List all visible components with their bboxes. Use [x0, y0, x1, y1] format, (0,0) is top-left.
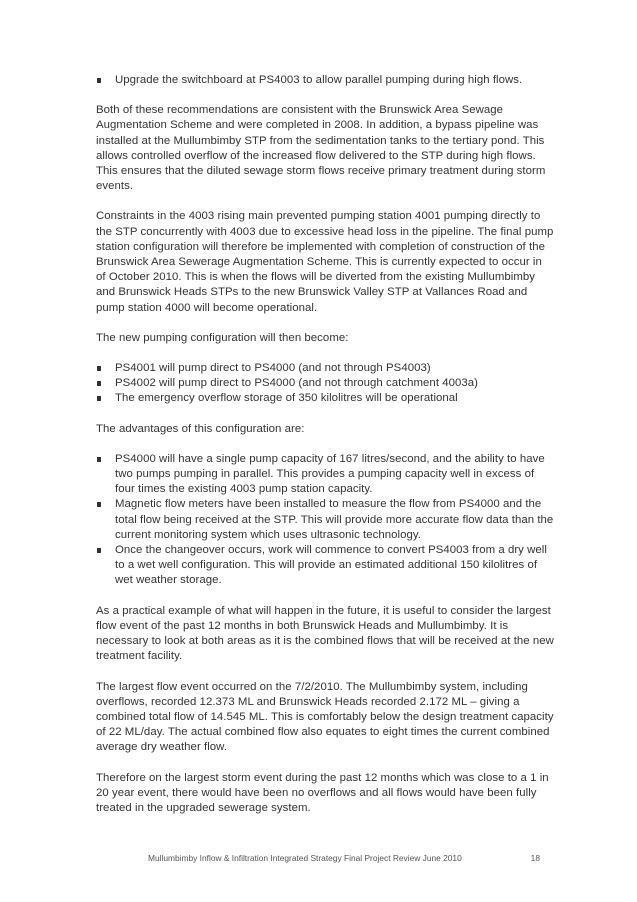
list-item: Once the changeover occurs, work will commence to convert PS4003 from a dry well to a wet well configuration. This will provide an estimated additional 150 kilolitres of wet weather storage. [96, 543, 554, 589]
paragraph-constraints: Constraints in the 4003 rising main prevented pumping station 4001 pumping directly to the STP concurrently with 4003 due to excessive head loss in the pipeline. The final pump station configuration will therefore be implemented with completion of construction of the Brunswick Area Sewerage Augmentation Scheme. This is currently expected to occur in of October 2010. This is when the flows will be diverted from the existing Mullumbimby and Brunswick Heads STPs to the new Brunswick Valley STP at Vallances Road and pump station 4000 will become operational. [96, 210, 554, 314]
advantages-bullet-list [96, 452, 554, 589]
footer-title: Mullumbimby Inflow & Infiltration Integrated Strategy Final Project Review June 2010 [148, 853, 462, 863]
paragraph-recommendations: Both of these recommendations are consistent with the Brunswick Area Sewage Augmentation Scheme and were completed in 2008. In addition, a bypass pipeline was installed at the Mullumbimby STP from the sedimentation tanks to the tertiary pond. This allows controlled overflow of the increased flow delivered to the STP during high flows. This ensures that the diluted sewage storm flows receive primary treatment during storm events. [96, 104, 546, 193]
page-content [96, 73, 554, 831]
paragraph-advantages-intro: The advantages of this configuration are: [96, 422, 305, 435]
list-item: PS4001 will pump direct to PS4000 (and not through PS4003) [96, 361, 554, 376]
list-item: PS4000 will have a single pump capacity of 167 litres/second, and the ability to have two pumps pumping in parallel. This provides a pumping capacity well in excess of four times the existing 4003 pump station capacity. [96, 452, 554, 498]
paragraph-new-configuration-intro: The new pumping configuration will then become: [96, 331, 349, 344]
list-item: Magnetic flow meters have been installed to measure the flow from PS4000 and the total flow being received at the STP. This will provide more accurate flow data than the current monitoring system which uses ultrasonic technology. [96, 497, 554, 543]
page-number: 18 [530, 853, 540, 863]
list-item: The emergency overflow storage of 350 kilolitres will be operational [96, 391, 554, 406]
paragraph-practical-example: As a practical example of what will happen in the future, it is useful to consider the largest flow event of the past 12 months in both Brunswick Heads and Mullumbimby. It is necessary to look at both areas as it is the combined flows that will be received at the new treatment facility. [96, 604, 554, 663]
intro-bullet-list [96, 73, 554, 88]
list-item: PS4002 will pump direct to PS4000 (and not through catchment 4003a) [96, 376, 554, 391]
paragraph-conclusion: Therefore on the largest storm event during the past 12 months which was close to a 1 in 20 year event, there would have been no overflows and all flows would have been fully treated in the upgraded sewerage system. [96, 771, 549, 814]
paragraph-largest-flow-event: The largest flow event occurred on the 7/2/2010. The Mullumbimby system, including overflows, recorded 12.373 ML and Brunswick Heads recorded 2.172 ML – giving a combined total flow of 14.545 ML. This is comfortably below the design treatment capacity of 22 ML/day. The actual combined flow also equates to eight times the current combined average dry weather flow. [96, 680, 554, 754]
configuration-bullet-list [96, 361, 554, 407]
list-item: Upgrade the switchboard at PS4003 to allow parallel pumping during high flows. [96, 73, 554, 88]
